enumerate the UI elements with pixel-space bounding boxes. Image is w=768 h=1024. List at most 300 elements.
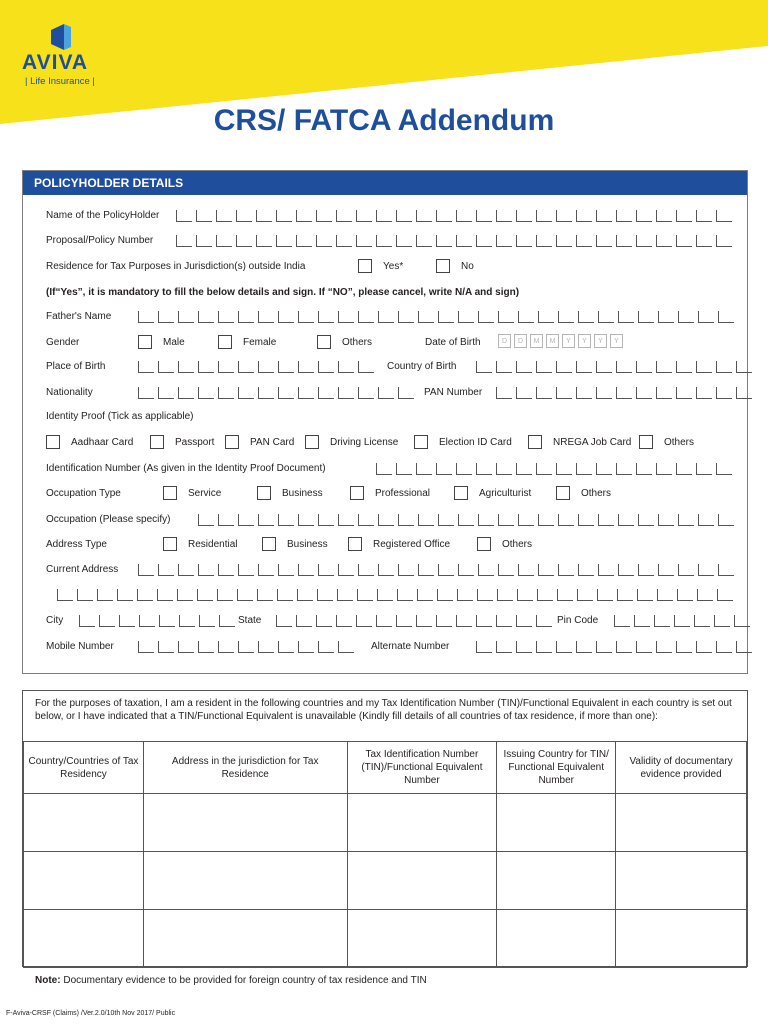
char-box[interactable] [654, 615, 670, 627]
char-box[interactable] [576, 235, 592, 247]
char-box[interactable] [538, 514, 554, 526]
char-box[interactable] [317, 589, 333, 601]
state-field[interactable] [276, 615, 556, 628]
char-box[interactable] [618, 311, 634, 323]
char-box[interactable] [356, 615, 372, 627]
char-box[interactable] [736, 361, 752, 373]
char-box[interactable] [218, 361, 234, 373]
char-box[interactable] [516, 210, 532, 222]
char-box[interactable] [636, 210, 652, 222]
char-box[interactable] [198, 641, 214, 653]
char-box[interactable] [398, 311, 414, 323]
char-box[interactable] [157, 589, 173, 601]
char-box[interactable] [378, 387, 394, 399]
char-box[interactable] [476, 463, 492, 475]
occ-service-checkbox[interactable] [163, 486, 221, 500]
char-box[interactable] [578, 311, 594, 323]
char-box[interactable] [638, 514, 654, 526]
char-box[interactable] [176, 235, 192, 247]
char-box[interactable] [396, 210, 412, 222]
char-box[interactable] [338, 641, 354, 653]
city-field[interactable] [79, 615, 239, 628]
char-box[interactable] [516, 235, 532, 247]
char-box[interactable] [218, 514, 234, 526]
addr-others-checkbox[interactable] [477, 537, 532, 551]
char-box[interactable] [538, 564, 554, 576]
char-box[interactable] [438, 311, 454, 323]
char-box[interactable] [258, 641, 274, 653]
id-passport-checkbox[interactable] [150, 435, 214, 449]
tin-table-cell[interactable] [24, 910, 144, 968]
tin-table-cell[interactable] [497, 852, 616, 910]
char-box[interactable] [576, 387, 592, 399]
char-box[interactable] [736, 641, 752, 653]
char-box[interactable] [318, 361, 334, 373]
char-box[interactable] [418, 311, 434, 323]
gender-female-checkbox[interactable] [218, 335, 276, 349]
mobile-field[interactable] [138, 641, 358, 654]
char-box[interactable] [257, 589, 273, 601]
char-box[interactable] [457, 589, 473, 601]
char-box[interactable] [217, 589, 233, 601]
char-box[interactable] [178, 564, 194, 576]
char-box[interactable] [596, 387, 612, 399]
char-box[interactable] [636, 361, 652, 373]
char-box[interactable] [258, 514, 274, 526]
dob-char-box[interactable]: Y [562, 334, 575, 348]
char-box[interactable] [436, 235, 452, 247]
char-box[interactable] [696, 235, 712, 247]
char-box[interactable] [658, 311, 674, 323]
char-box[interactable] [496, 210, 512, 222]
dob-char-box[interactable]: Y [578, 334, 591, 348]
char-box[interactable] [216, 210, 232, 222]
char-box[interactable] [556, 235, 572, 247]
dob-char-box[interactable]: M [546, 334, 559, 348]
char-box[interactable] [636, 235, 652, 247]
char-box[interactable] [318, 387, 334, 399]
char-box[interactable] [618, 514, 634, 526]
tin-table-cell[interactable] [24, 852, 144, 910]
pin-field[interactable] [614, 615, 754, 628]
residence-no-checkbox[interactable] [436, 259, 474, 273]
char-box[interactable] [199, 615, 215, 627]
char-box[interactable] [218, 564, 234, 576]
char-box[interactable] [556, 210, 572, 222]
char-box[interactable] [196, 235, 212, 247]
char-box[interactable] [338, 361, 354, 373]
char-box[interactable] [656, 210, 672, 222]
char-box[interactable] [558, 311, 574, 323]
char-box[interactable] [79, 615, 95, 627]
char-box[interactable] [258, 311, 274, 323]
char-box[interactable] [397, 589, 413, 601]
tin-table-cell[interactable] [347, 794, 497, 852]
char-box[interactable] [179, 615, 195, 627]
tin-table-cell[interactable] [616, 852, 747, 910]
char-box[interactable] [378, 564, 394, 576]
char-box[interactable] [536, 361, 552, 373]
char-box[interactable] [396, 615, 412, 627]
char-box[interactable] [358, 514, 374, 526]
char-box[interactable] [316, 235, 332, 247]
char-box[interactable] [417, 589, 433, 601]
char-box[interactable] [498, 311, 514, 323]
char-box[interactable] [158, 641, 174, 653]
char-box[interactable] [298, 311, 314, 323]
char-box[interactable] [119, 615, 135, 627]
char-box[interactable] [478, 514, 494, 526]
char-box[interactable] [298, 641, 314, 653]
char-box[interactable] [536, 210, 552, 222]
char-box[interactable] [516, 615, 532, 627]
char-box[interactable] [398, 387, 414, 399]
char-box[interactable] [238, 514, 254, 526]
dob-char-box[interactable]: Y [610, 334, 623, 348]
char-box[interactable] [556, 641, 572, 653]
char-box[interactable] [358, 564, 374, 576]
char-box[interactable] [418, 564, 434, 576]
id-nrega-checkbox[interactable] [528, 435, 631, 449]
char-box[interactable] [278, 311, 294, 323]
id-aadhaar-checkbox[interactable] [46, 435, 133, 449]
char-box[interactable] [438, 564, 454, 576]
char-box[interactable] [197, 589, 213, 601]
char-box[interactable] [298, 514, 314, 526]
char-box[interactable] [77, 589, 93, 601]
occ-agriculturist-checkbox[interactable] [454, 486, 531, 500]
pan-field[interactable] [496, 387, 756, 400]
char-box[interactable] [338, 311, 354, 323]
char-box[interactable] [278, 641, 294, 653]
char-box[interactable] [358, 387, 374, 399]
char-box[interactable] [576, 210, 592, 222]
char-box[interactable] [278, 514, 294, 526]
char-box[interactable] [456, 210, 472, 222]
char-box[interactable] [616, 463, 632, 475]
char-box[interactable] [537, 589, 553, 601]
char-box[interactable] [716, 641, 732, 653]
char-box[interactable] [716, 235, 732, 247]
char-box[interactable] [238, 361, 254, 373]
char-box[interactable] [696, 361, 712, 373]
char-box[interactable] [296, 235, 312, 247]
char-box[interactable] [238, 641, 254, 653]
char-box[interactable] [198, 564, 214, 576]
char-box[interactable] [318, 311, 334, 323]
char-box[interactable] [117, 589, 133, 601]
char-box[interactable] [596, 235, 612, 247]
char-box[interactable] [636, 641, 652, 653]
char-box[interactable] [498, 564, 514, 576]
char-box[interactable] [616, 235, 632, 247]
char-box[interactable] [678, 311, 694, 323]
dob-char-box[interactable]: M [530, 334, 543, 348]
char-box[interactable] [716, 361, 732, 373]
dob-char-box[interactable]: D [514, 334, 527, 348]
char-box[interactable] [418, 514, 434, 526]
char-box[interactable] [378, 311, 394, 323]
char-box[interactable] [676, 210, 692, 222]
char-box[interactable] [676, 387, 692, 399]
char-box[interactable] [674, 615, 690, 627]
char-box[interactable] [416, 210, 432, 222]
char-box[interactable] [57, 589, 73, 601]
char-box[interactable] [536, 235, 552, 247]
char-box[interactable] [656, 361, 672, 373]
char-box[interactable] [516, 361, 532, 373]
char-box[interactable] [636, 463, 652, 475]
char-box[interactable] [376, 235, 392, 247]
char-box[interactable] [518, 564, 534, 576]
occspec-field[interactable] [198, 514, 738, 527]
char-box[interactable] [196, 210, 212, 222]
char-box[interactable] [318, 641, 334, 653]
char-box[interactable] [456, 235, 472, 247]
char-box[interactable] [616, 210, 632, 222]
pob-field[interactable] [138, 361, 378, 374]
char-box[interactable] [416, 615, 432, 627]
char-box[interactable] [576, 463, 592, 475]
char-box[interactable] [278, 564, 294, 576]
char-box[interactable] [598, 564, 614, 576]
char-box[interactable] [297, 589, 313, 601]
char-box[interactable] [496, 387, 512, 399]
char-box[interactable] [377, 589, 393, 601]
dob-char-box[interactable]: Y [594, 334, 607, 348]
char-box[interactable] [656, 641, 672, 653]
char-box[interactable] [714, 615, 730, 627]
char-box[interactable] [636, 387, 652, 399]
char-box[interactable] [676, 641, 692, 653]
char-box[interactable] [298, 564, 314, 576]
char-box[interactable] [718, 514, 734, 526]
tin-table-cell[interactable] [24, 794, 144, 852]
char-box[interactable] [616, 387, 632, 399]
char-box[interactable] [378, 514, 394, 526]
char-box[interactable] [637, 589, 653, 601]
char-box[interactable] [356, 210, 372, 222]
char-box[interactable] [516, 641, 532, 653]
char-box[interactable] [616, 641, 632, 653]
char-box[interactable] [638, 564, 654, 576]
char-box[interactable] [676, 361, 692, 373]
char-box[interactable] [276, 210, 292, 222]
char-box[interactable] [578, 514, 594, 526]
char-box[interactable] [736, 387, 752, 399]
tin-table-cell[interactable] [347, 852, 497, 910]
tin-table-cell[interactable] [143, 794, 347, 852]
char-box[interactable] [278, 387, 294, 399]
char-box[interactable] [638, 311, 654, 323]
char-box[interactable] [138, 387, 154, 399]
char-box[interactable] [616, 361, 632, 373]
occ-business-checkbox[interactable] [257, 486, 323, 500]
char-box[interactable] [296, 210, 312, 222]
char-box[interactable] [518, 311, 534, 323]
gender-others-checkbox[interactable] [317, 335, 372, 349]
id-pan-checkbox[interactable] [225, 435, 294, 449]
char-box[interactable] [698, 564, 714, 576]
char-box[interactable] [578, 564, 594, 576]
char-box[interactable] [358, 311, 374, 323]
id-election-checkbox[interactable] [414, 435, 512, 449]
char-box[interactable] [258, 564, 274, 576]
char-box[interactable] [718, 564, 734, 576]
char-box[interactable] [716, 463, 732, 475]
tin-table-cell[interactable] [143, 852, 347, 910]
char-box[interactable] [277, 589, 293, 601]
char-box[interactable] [478, 564, 494, 576]
char-box[interactable] [318, 564, 334, 576]
char-box[interactable] [198, 387, 214, 399]
char-box[interactable] [558, 564, 574, 576]
char-box[interactable] [278, 361, 294, 373]
occ-others-checkbox[interactable] [556, 486, 611, 500]
char-box[interactable] [458, 564, 474, 576]
char-box[interactable] [696, 463, 712, 475]
char-box[interactable] [656, 463, 672, 475]
tin-table-cell[interactable] [497, 794, 616, 852]
char-box[interactable] [258, 387, 274, 399]
char-box[interactable] [357, 589, 373, 601]
char-box[interactable] [698, 311, 714, 323]
char-box[interactable] [436, 210, 452, 222]
char-box[interactable] [216, 235, 232, 247]
char-box[interactable] [398, 564, 414, 576]
tin-table-cell[interactable] [347, 910, 497, 968]
char-box[interactable] [576, 641, 592, 653]
addr-residential-checkbox[interactable] [163, 537, 237, 551]
char-box[interactable] [716, 210, 732, 222]
char-box[interactable] [498, 514, 514, 526]
char-box[interactable] [97, 589, 113, 601]
char-box[interactable] [258, 361, 274, 373]
char-box[interactable] [336, 615, 352, 627]
char-box[interactable] [238, 311, 254, 323]
char-box[interactable] [516, 387, 532, 399]
char-box[interactable] [178, 311, 194, 323]
char-box[interactable] [376, 463, 392, 475]
char-box[interactable] [476, 641, 492, 653]
char-box[interactable] [596, 361, 612, 373]
char-box[interactable] [336, 235, 352, 247]
char-box[interactable] [416, 463, 432, 475]
char-box[interactable] [158, 564, 174, 576]
char-box[interactable] [598, 514, 614, 526]
char-box[interactable] [458, 514, 474, 526]
id-others-checkbox[interactable] [639, 435, 694, 449]
char-box[interactable] [614, 615, 630, 627]
char-box[interactable] [476, 361, 492, 373]
char-box[interactable] [617, 589, 633, 601]
char-box[interactable] [497, 589, 513, 601]
name-field[interactable] [176, 210, 736, 223]
char-box[interactable] [496, 615, 512, 627]
char-box[interactable] [517, 589, 533, 601]
char-box[interactable] [476, 615, 492, 627]
char-box[interactable] [198, 514, 214, 526]
char-box[interactable] [618, 564, 634, 576]
char-box[interactable] [676, 463, 692, 475]
char-box[interactable] [356, 235, 372, 247]
char-box[interactable] [678, 564, 694, 576]
char-box[interactable] [318, 514, 334, 526]
addr-business-checkbox[interactable] [262, 537, 328, 551]
char-box[interactable] [437, 589, 453, 601]
char-box[interactable] [556, 463, 572, 475]
char-box[interactable] [658, 564, 674, 576]
char-box[interactable] [516, 463, 532, 475]
char-box[interactable] [597, 589, 613, 601]
char-box[interactable] [159, 615, 175, 627]
char-box[interactable] [678, 514, 694, 526]
char-box[interactable] [694, 615, 710, 627]
char-box[interactable] [298, 387, 314, 399]
char-box[interactable] [176, 210, 192, 222]
char-box[interactable] [236, 210, 252, 222]
cob-field[interactable] [476, 361, 756, 374]
char-box[interactable] [298, 361, 314, 373]
char-box[interactable] [676, 235, 692, 247]
char-box[interactable] [518, 514, 534, 526]
char-box[interactable] [577, 589, 593, 601]
char-box[interactable] [316, 210, 332, 222]
tin-table-cell[interactable] [616, 794, 747, 852]
char-box[interactable] [438, 514, 454, 526]
addr-registered-checkbox[interactable] [348, 537, 450, 551]
char-box[interactable] [316, 615, 332, 627]
char-box[interactable] [396, 463, 412, 475]
char-box[interactable] [476, 235, 492, 247]
char-box[interactable] [536, 387, 552, 399]
char-box[interactable] [538, 311, 554, 323]
char-box[interactable] [218, 311, 234, 323]
char-box[interactable] [338, 514, 354, 526]
char-box[interactable] [138, 311, 154, 323]
char-box[interactable] [718, 311, 734, 323]
occ-professional-checkbox[interactable] [350, 486, 430, 500]
char-box[interactable] [436, 615, 452, 627]
char-box[interactable] [596, 463, 612, 475]
char-box[interactable] [237, 589, 253, 601]
dob-field[interactable] [498, 334, 626, 349]
char-box[interactable] [656, 387, 672, 399]
char-box[interactable] [276, 235, 292, 247]
char-box[interactable] [376, 615, 392, 627]
char-box[interactable] [336, 210, 352, 222]
dob-char-box[interactable]: D [498, 334, 511, 348]
char-box[interactable] [598, 311, 614, 323]
char-box[interactable] [458, 311, 474, 323]
char-box[interactable] [198, 311, 214, 323]
address-field-line2[interactable] [57, 589, 737, 602]
char-box[interactable] [557, 589, 573, 601]
char-box[interactable] [456, 615, 472, 627]
char-box[interactable] [717, 589, 733, 601]
char-box[interactable] [396, 235, 412, 247]
char-box[interactable] [536, 615, 552, 627]
char-box[interactable] [478, 311, 494, 323]
char-box[interactable] [99, 615, 115, 627]
char-box[interactable] [556, 387, 572, 399]
char-box[interactable] [218, 641, 234, 653]
char-box[interactable] [138, 641, 154, 653]
char-box[interactable] [596, 641, 612, 653]
char-box[interactable] [634, 615, 650, 627]
char-box[interactable] [658, 514, 674, 526]
address-field-line1[interactable] [138, 564, 738, 577]
